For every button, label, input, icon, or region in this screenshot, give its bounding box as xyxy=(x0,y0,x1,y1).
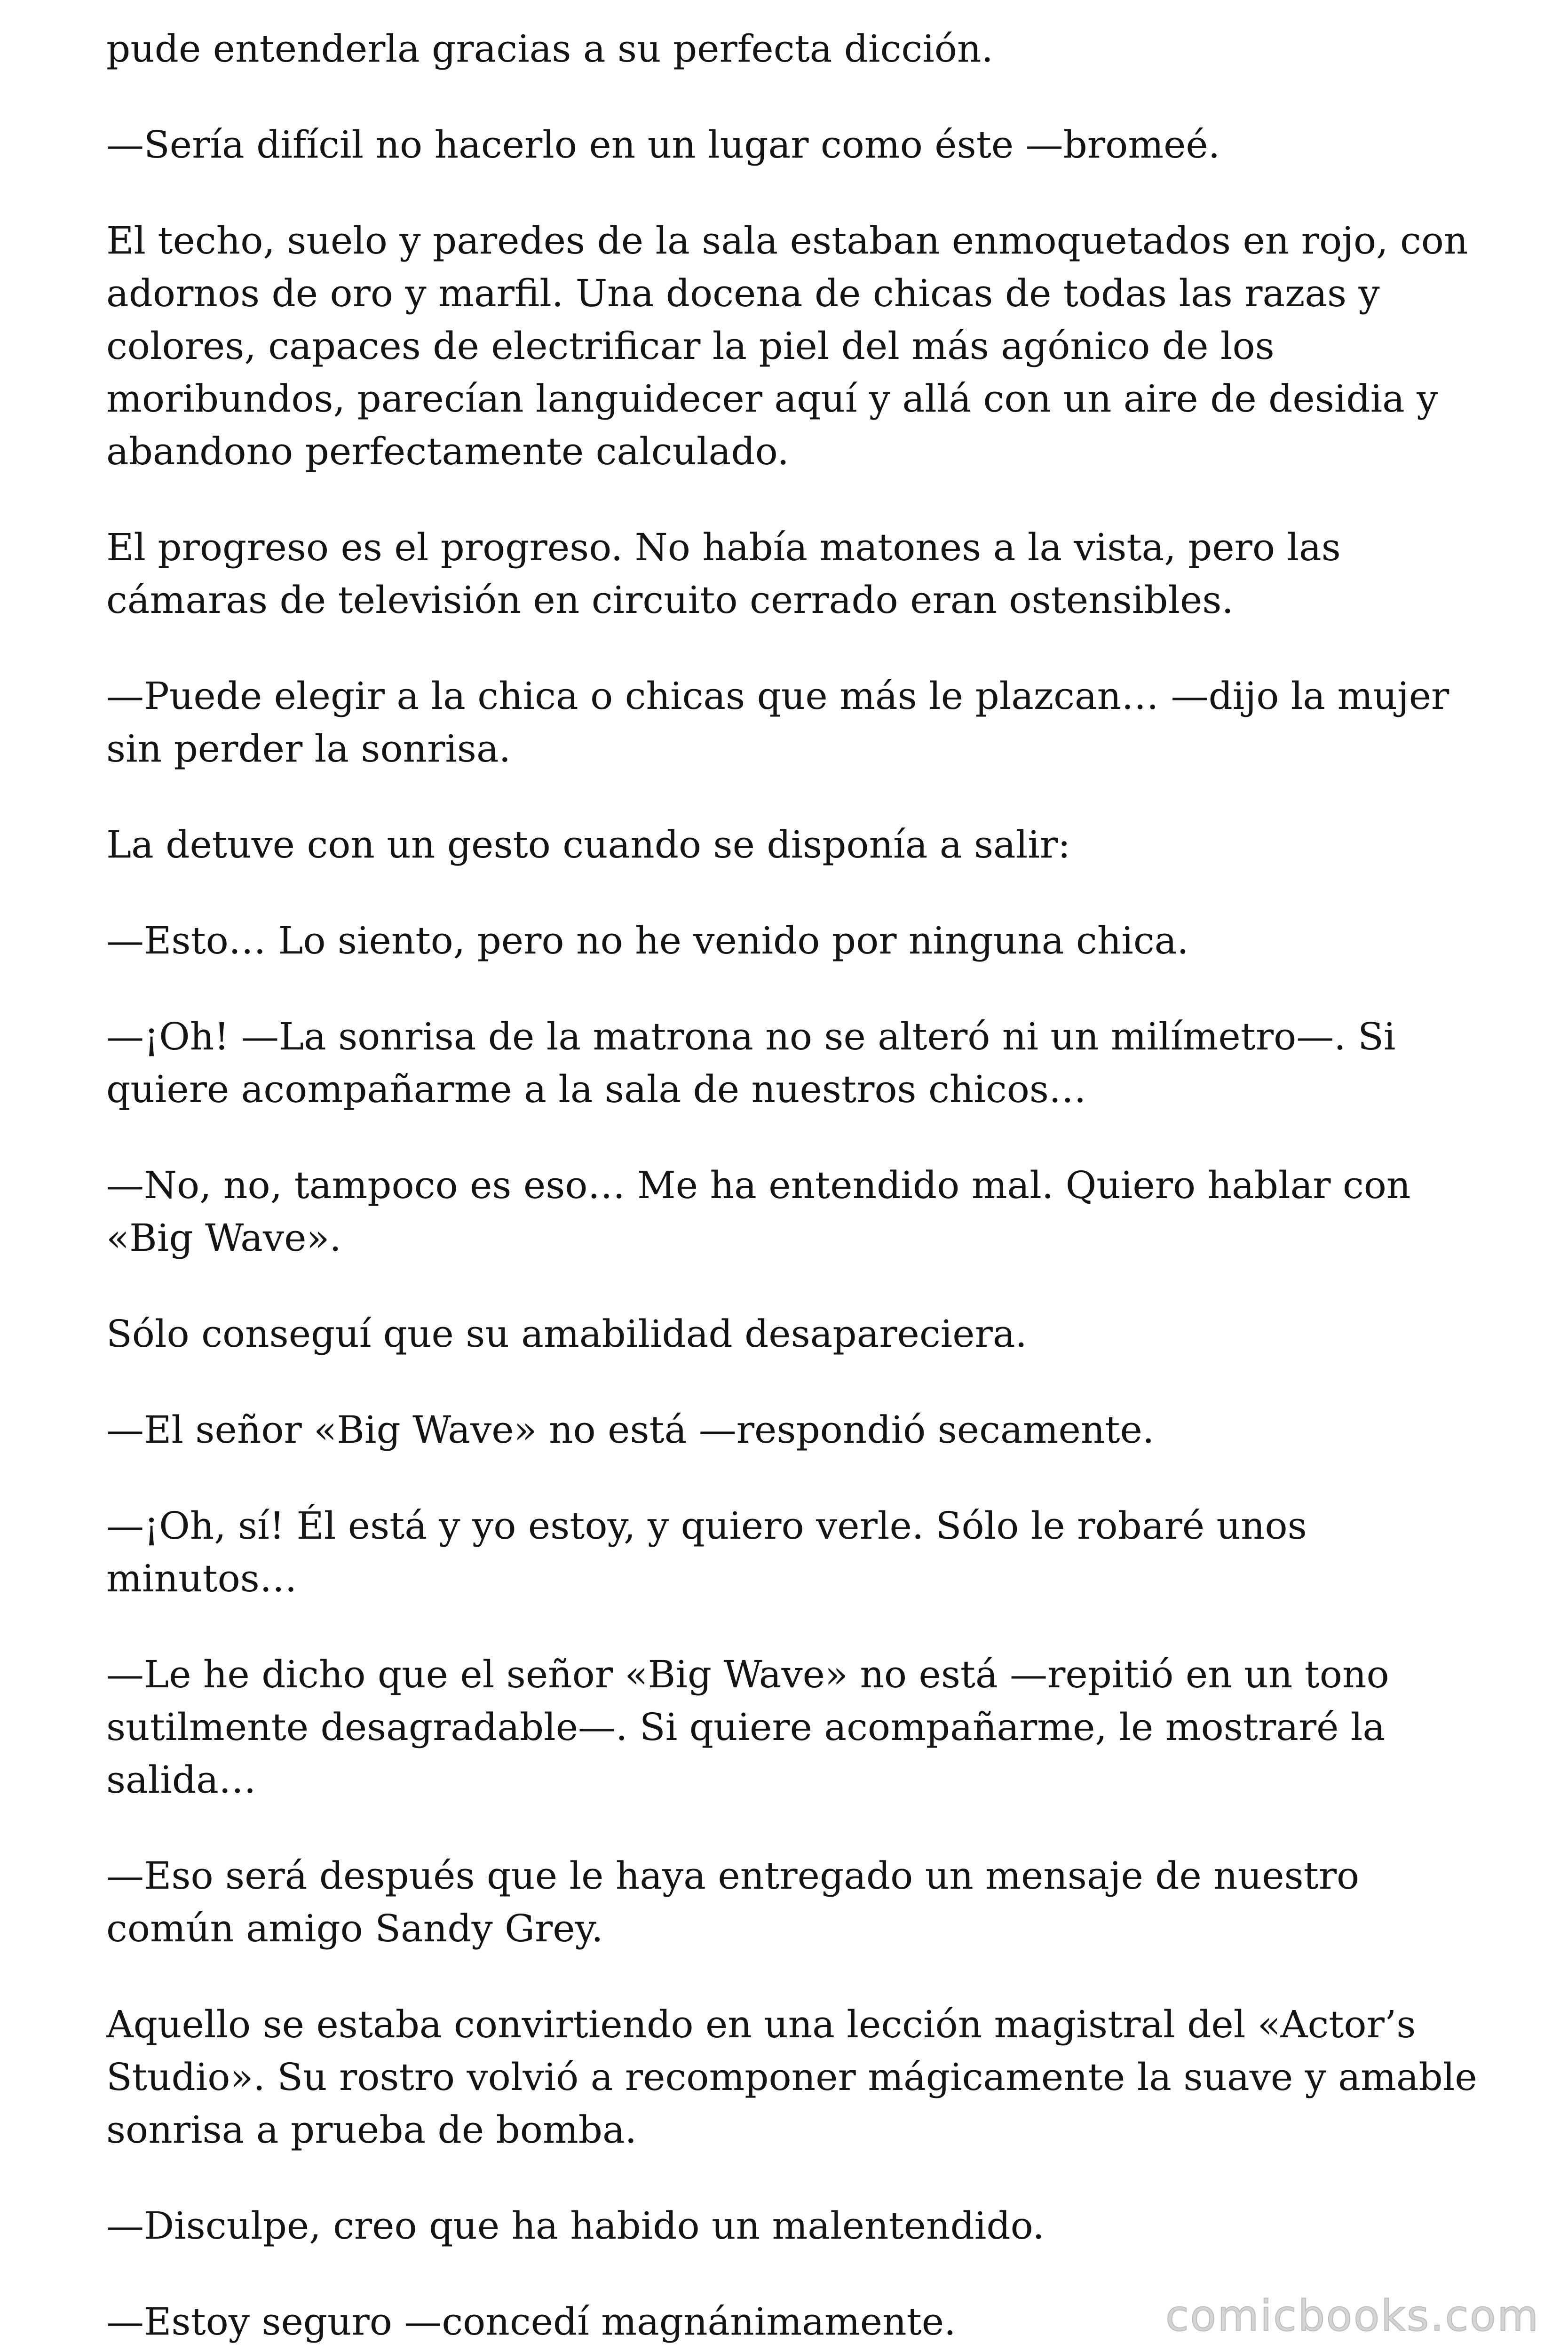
paragraph-12: —¡Oh, sí! Él está y yo estoy, y quiero verle. Sólo le robaré unos minutos… xyxy=(106,1504,1307,1600)
paragraph-6: La detuve con un gesto cuando se disponía a salir: xyxy=(106,823,1071,866)
paragraph-17: —Estoy seguro —concedí magnánimamente. xyxy=(106,2300,956,2344)
paragraph-11: —El señor «Big Wave» no está —respondió secamente. xyxy=(106,1408,1155,1452)
paragraph-14: —Eso será después que le haya entregado un mensaje de nuestro común amigo Sandy Grey. xyxy=(106,1854,1360,1950)
paragraph-16: —Disculpe, creo que ha habido un malentendido. xyxy=(106,2204,1045,2248)
paragraph-13: —Le he dicho que el señor «Big Wave» no está —repitió en un tono sutilmente desagradable—. Si quiere acompañarme, le mostraré la salida… xyxy=(106,1653,1389,1802)
paragraph-3: El techo, suelo y paredes de la sala estaban enmoquetados en rojo, con adornos de oro y marfil. Una docena de chicas de todas las razas y colores, capaces de electrificar la piel del más agónico de los moribundos, parecían languidecer aquí y allá con un aire de desidia y abandono perfectamente calculado. xyxy=(106,219,1468,473)
paragraph-2: —Sería difícil no hacerlo en un lugar como éste —bromeé. xyxy=(106,123,1220,167)
paragraph-1: pude entenderla gracias a su perfecta dicción. xyxy=(106,27,993,71)
watermark: comicbooks.com xyxy=(1165,2291,1540,2341)
document-page xyxy=(106,23,1489,2352)
paragraph-7: —Esto… Lo siento, pero no he venido por ninguna chica. xyxy=(106,919,1189,962)
paragraph-15: Aquello se estaba convirtiendo en una lección magistral del «Actor’s Studio». Su rostro volvió a recomponer mágicamente la suave y amable sonrisa a prueba de bomba. xyxy=(106,2002,1477,2152)
paragraph-5: —Puede elegir a la chica o chicas que más le plazcan… —dijo la mujer sin perder la sonrisa. xyxy=(106,674,1449,771)
paragraph-8: —¡Oh! —La sonrisa de la matrona no se alteró ni un milímetro—. Si quiere acompañarme a la sala de nuestros chicos… xyxy=(106,1015,1396,1111)
paragraph-9: —No, no, tampoco es eso… Me ha entendido mal. Quiero hablar con «Big Wave». xyxy=(106,1163,1411,1260)
paragraph-4: El progreso es el progreso. No había matones a la vista, pero las cámaras de televisión en circuito cerrado eran ostensibles. xyxy=(106,525,1341,622)
paragraph-10: Sólo conseguí que su amabilidad desapareciera. xyxy=(106,1312,1027,1356)
